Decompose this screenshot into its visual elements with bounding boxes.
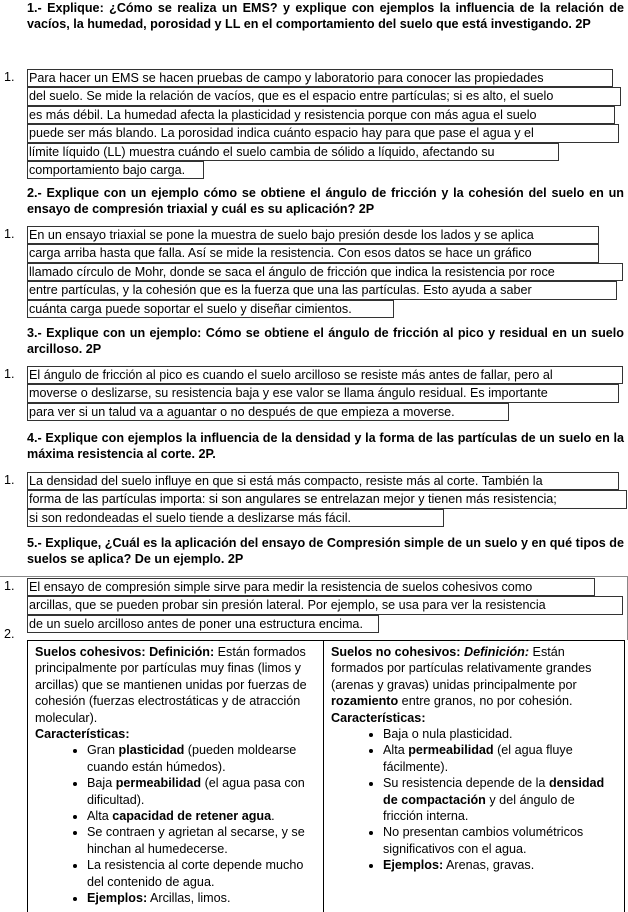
answer-2-line: llamado círculo de Mohr, donde se saca el ángulo de fricción que indica la resistencia por roce (27, 263, 623, 281)
list-item: • Baja permeabilidad (el agua pasa con dificultad). (87, 775, 317, 808)
answer-3 (27, 366, 624, 421)
answer-3-line: moverse o deslizarse, su resistencia baja y ese valor se llama ángulo residual. Es importante (27, 384, 619, 402)
non-cohesive-characteristics-label: Características: (331, 710, 426, 725)
non-cohesive-characteristics-list (331, 726, 618, 874)
answer-2 (27, 226, 624, 318)
answer-1-line: puede ser más blando. La porosidad indica cuánto espacio hay para que pase el agua y el (27, 124, 619, 142)
list-item: • Alta permeabilidad (el agua fluye fácilmente). (383, 742, 618, 775)
list-item: • La resistencia al corte depende mucho del contenido de agua. (87, 857, 317, 890)
answer-1-line: Para hacer un EMS se hacen pruebas de campo y laboratorio para conocer las propiedades (27, 69, 613, 87)
question-2-title: 2.- Explique con un ejemplo cómo se obtiene el ángulo de fricción y la cohesión del suelo en un ensayo de compresión triaxial y cuál es su aplicación? 2P (27, 185, 624, 216)
answer-2-line: entre partículas, y la cohesión que es la fuerza que una las partículas. Esto ayuda a saber (27, 281, 617, 299)
cohesive-heading: Suelos cohesivos: Definición: (35, 645, 215, 659)
cohesive-soils-cell (27, 641, 324, 912)
list-item: • Ejemplos: Arenas, gravas. (383, 857, 618, 873)
answer-5-number-2: 2. (4, 627, 15, 641)
question-3-title: 3.- Explique con un ejemplo: Cómo se obtiene el ángulo de fricción al pico y residual en un suelo arcilloso. 2P (27, 325, 624, 356)
answer-1-line: límite líquido (LL) muestra cuándo el suelo cambia de sólido a líquido, afectando su (27, 143, 559, 161)
answer-5-line: El ensayo de compresión simple sirve para medir la resistencia de suelos cohesivos como (27, 578, 595, 596)
answer-2-line: carga arriba hasta que falla. Así se mide la resistencia. Con esos datos se hace un gráfico (27, 244, 599, 262)
answer-3-line: El ángulo de fricción al pico es cuando el suelo arcilloso se resiste más antes de fallar, pero al (27, 366, 623, 384)
answer-5 (27, 578, 624, 633)
cohesive-characteristics-label: Características: (35, 727, 130, 742)
question-4-title: 4.- Explique con ejemplos la influencia de la densidad y la forma de las partículas de un suelo en la máxima resistencia al corte. 2P. (27, 430, 624, 461)
list-item: • Su resistencia depende de la densidad de compactación y del ángulo de fricción interna. (383, 775, 618, 824)
list-item: • No presentan cambios volumétricos significativos con el agua. (383, 824, 618, 857)
answer-5-line: de un suelo arcilloso antes de poner una estructura encima. (27, 615, 379, 633)
answer-5-line: arcillas, que se pueden probar sin presión lateral. Por ejemplo, se usa para ver la resistencia (27, 596, 623, 614)
answer-4 (27, 472, 624, 527)
cohesive-definition-text: Están formados principalmente por partículas muy finas (limos y arcillas) que se mantienen unidas por fuerzas de cohesión (fuerzas electrostáticas y de atracción molecular). (35, 645, 307, 725)
answer-1-line: del suelo. Se mide la relación de vacíos, que es el espacio entre partículas; si es alto, el suelo (27, 87, 621, 105)
question-5-title: 5.- Explique, ¿Cuál es la aplicación del ensayo de Compresión simple de un suelo y en qué tipos de suelos se aplica? De un ejemplo. 2P (27, 535, 624, 566)
list-item: • Gran plasticidad (pueden moldearse cuando están húmedos). (87, 742, 317, 775)
answer-2-line: En un ensayo triaxial se pone la muestra de suelo bajo presión desde los lados y se aplica (27, 226, 599, 244)
answer-4-line: La densidad del suelo influye en que si está más compacto, resiste más al corte. También la (27, 472, 619, 490)
answer-2-number: 1. (4, 227, 15, 241)
question-1-title: 1.- Explique: ¿Cómo se realiza un EMS? y explique con ejemplos la influencia de la relación de vacíos, la humedad, porosidad y LL en el comportamiento del suelo que está investigando. 2P (27, 1, 624, 32)
answer-5-number: 1. (4, 579, 15, 593)
answer-3-number: 1. (4, 367, 15, 381)
cohesive-definition (35, 644, 317, 726)
answer-1 (27, 69, 624, 179)
non-cohesive-soils-cell (324, 641, 625, 912)
list-item: • Ejemplos: Arcillas, limos. (87, 890, 317, 906)
list-item: • Se contraen y agrietan al secarse, y se hinchan al humedecerse. (87, 824, 317, 857)
answer-4-line: si son redondeadas el suelo tiende a deslizarse más fácil. (27, 509, 444, 527)
list-item: • Alta capacidad de retener agua. (87, 808, 317, 824)
list-item: • Baja o nula plasticidad. (383, 726, 618, 742)
answer-4-number: 1. (4, 473, 15, 487)
answer-1-line: es más débil. La humedad afecta la plasticidad y resistencia porque con más agua el suelo (27, 106, 615, 124)
answer-1-number: 1. (4, 70, 15, 84)
answer-2-line: cuánta carga puede soportar el suelo y diseñar cimientos. (27, 300, 394, 318)
non-cohesive-heading: Suelos no cohesivos: (331, 645, 464, 659)
answer-3-line: para ver si un talud va a aguantar o no después de que empieza a moverse. (27, 403, 509, 421)
non-cohesive-definition: Suelos no cohesivos: Definición: Están formados por partículas relativamente grandes (arenas y gravas) unidas principalmente por rozamiento entre granos, no por cohesión. Características: (331, 645, 592, 725)
answer-1-line: comportamiento bajo carga. (27, 161, 204, 179)
answer-4-line: forma de las partículas importa: si son angulares se entrelazan mejor y tienen más resistencia; (27, 490, 627, 508)
cohesive-characteristics-list (35, 742, 317, 906)
soil-comparison-table (27, 640, 625, 912)
